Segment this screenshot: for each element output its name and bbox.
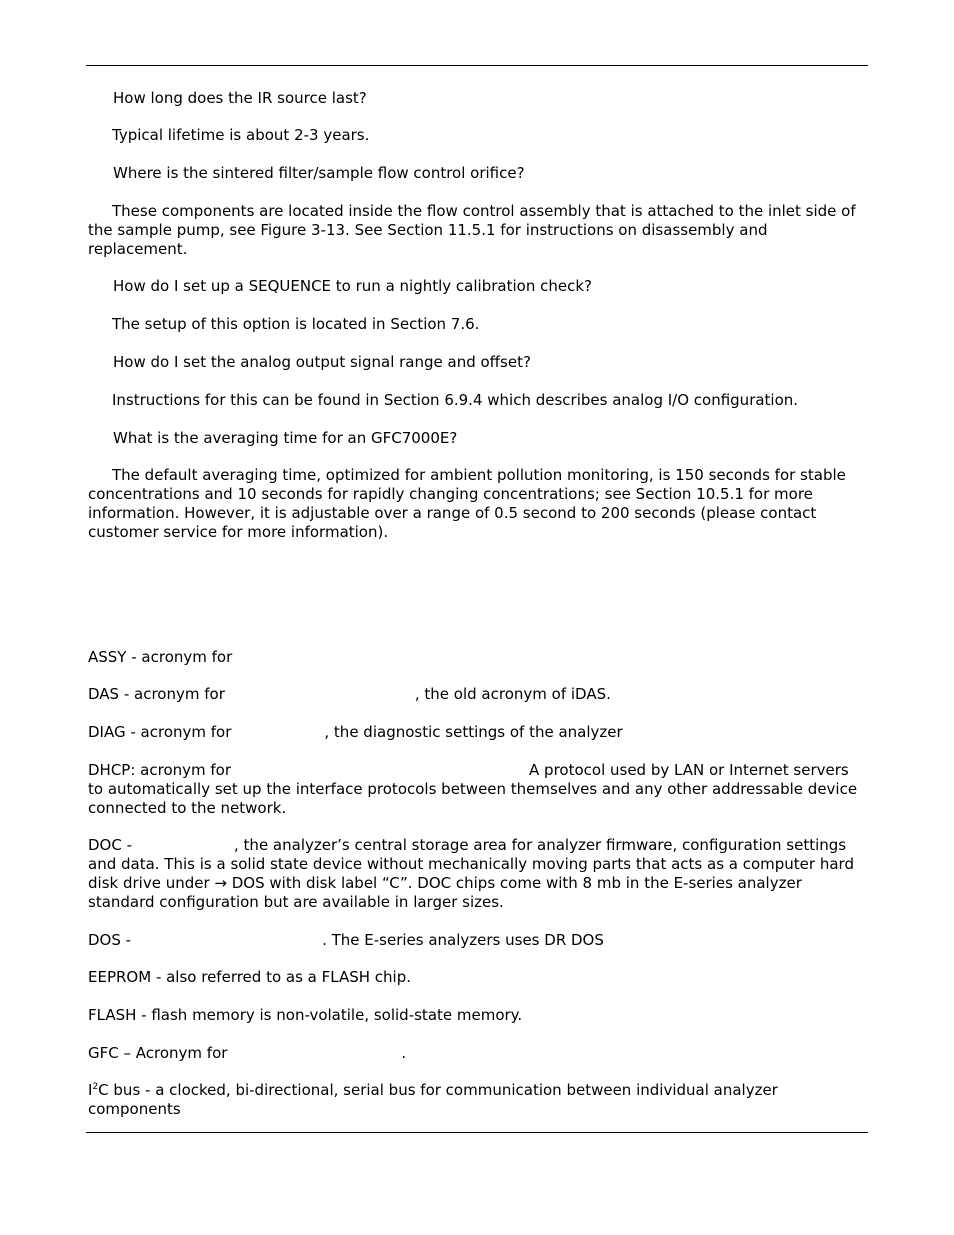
faq-answer-averaging-time: The default averaging time, optimized for ambient pollution monitoring, is 150 seconds for stable concentrations and 10 seconds for rapidly changing concentrations; see Section 10.5.1 for more information. However, it is adjustable over a range of 0.5 second to 200 seconds (please contact customer service for more information). [88,466,846,541]
glossary-gfc [88,1044,868,1063]
glossary-das-term: DAS - acronym for [88,685,225,703]
glossary-dhcp-term: DHCP: acronym for [88,761,232,779]
glossary-dos [88,931,868,950]
glossary-doc-term: DOC - [88,836,133,854]
footer-rule [86,1132,868,1133]
glossary-diag-definition: , the diagnostic settings of the analyzer [324,723,623,741]
glossary-diag-term: DIAG - acronym for [88,723,232,741]
glossary-dos-definition: . The E-series analyzers uses DR DOS [322,931,604,949]
faq-question-averaging-time: What is the averaging time for an GFC7000E? [113,429,458,447]
glossary-das-definition: , the old acronym of iDAS. [414,685,611,703]
faq-answer-ir-source: Typical lifetime is about 2-3 years. [112,126,370,144]
faq-question-analog-output: How do I set the analog output signal range and offset? [113,353,531,371]
glossary-dos-term: DOS - [88,931,132,949]
glossary-gfc-term: GFC – Acronym for [88,1044,228,1062]
glossary-das [88,685,868,704]
glossary-assy-text: ASSY - acronym for [88,648,233,666]
glossary-i2c-i: I [88,1081,93,1099]
glossary-doc [88,836,868,912]
glossary-i2c-definition: C bus - a clocked, bi-directional, serial bus for communication between individual analyzer components [88,1081,778,1118]
faq-answer-sintered-filter: These components are located inside the flow control assembly that is attached to the inlet side of the sample pump, see Figure 3-13. See Section 11.5.1 for instructions on disassembly and replacement. [88,202,856,258]
header-rule [86,65,868,66]
glossary-gfc-definition: . [401,1044,407,1062]
glossary-dhcp-definition: A protocol used by LAN or Internet servers to automatically set up the interface protocols between themselves and any other addressable device connected to the network. [88,761,858,817]
faq-question-sintered-filter: Where is the sintered filter/sample flow control orifice? [113,164,525,182]
glossary-eeprom: EEPROM - also referred to as a FLASH chip. [88,968,412,986]
glossary-flash: FLASH - flash memory is non-volatile, solid-state memory. [88,1006,523,1024]
glossary-doc-tail: DOS with disk label “C”. DOC chips come with 8 mb in the E-series analyzer standard configuration but are available in larger sizes. [88,874,802,911]
glossary-assy [88,648,868,667]
arrow-right-icon: → [214,874,227,892]
glossary-dhcp [88,761,868,818]
faq-answer-sequence: The setup of this option is located in Section 7.6. [112,315,480,333]
glossary-i2c-superscript: 2 [92,1082,99,1092]
faq-answer-analog-output: Instructions for this can be found in Section 6.9.4 which describes analog I/O configuration. [112,391,799,409]
glossary-diag [88,723,868,742]
faq-question-sequence: How do I set up a SEQUENCE to run a nightly calibration check? [113,277,592,295]
glossary-i2c [88,1081,868,1119]
faq-question-ir-source: How long does the IR source last? [113,89,367,107]
glossary-doc-definition: , the analyzer’s central storage area for analyzer firmware, configuration settings and data. This is a solid state device without mechanically moving parts that acts as a computer hard disk drive under [88,836,854,892]
